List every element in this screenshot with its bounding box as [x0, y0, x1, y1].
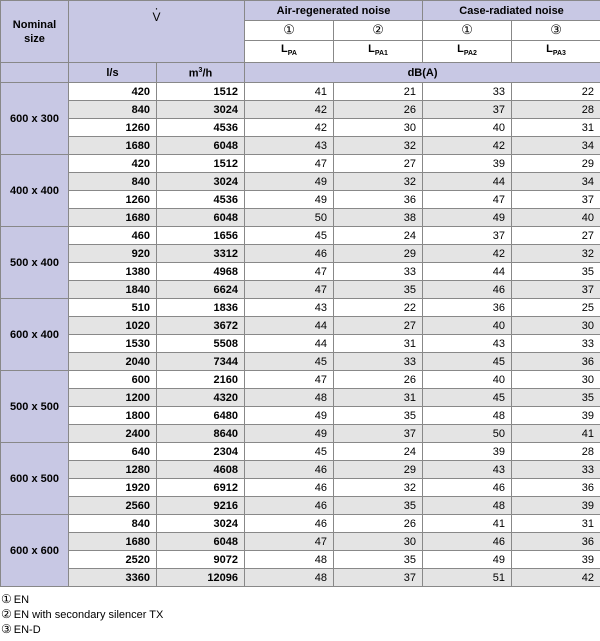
lpa1-cell: 31 [334, 389, 423, 407]
variant-marker-1: ① [245, 21, 334, 41]
table-row [1, 497, 600, 515]
flow-ls-cell: 510 [69, 299, 157, 317]
lpa2-cell: 48 [423, 497, 512, 515]
lpa1-cell: 37 [334, 569, 423, 587]
flow-m3h-cell: 6048 [157, 533, 245, 551]
lpa-cell: 47 [245, 371, 334, 389]
lpa-cell: 46 [245, 497, 334, 515]
lpa1-cell: 29 [334, 461, 423, 479]
flow-m3h-cell: 6624 [157, 281, 245, 299]
lpa3-cell: 31 [512, 119, 600, 137]
lpa2-cell: 50 [423, 425, 512, 443]
nominal-size-header: Nominal size [1, 1, 69, 63]
lpa2-cell: 42 [423, 245, 512, 263]
lpa3-cell: 36 [512, 533, 600, 551]
legend-marker: ② [1, 607, 12, 622]
lpa2-cell: 46 [423, 479, 512, 497]
flow-ls-cell: 640 [69, 443, 157, 461]
nominal-size-cell: 400 x 400 [1, 155, 69, 227]
flow-ls-cell: 1800 [69, 407, 157, 425]
nominal-size-cell: 600 x 300 [1, 83, 69, 155]
lpa-cell: 47 [245, 263, 334, 281]
flow-m3h-cell: 1656 [157, 227, 245, 245]
lpa3-cell: 35 [512, 389, 600, 407]
flow-m3h-cell: 4536 [157, 119, 245, 137]
legend-text: EN with secondary silencer TX [13, 609, 164, 622]
lpa3-cell: 39 [512, 407, 600, 425]
flow-m3h-cell: 4968 [157, 263, 245, 281]
flow-m3h-cell: 9072 [157, 551, 245, 569]
table-row [1, 299, 600, 317]
lpa2-cell: 40 [423, 317, 512, 335]
legend-marker: ③ [1, 622, 12, 637]
lpa1-cell: 22 [334, 299, 423, 317]
table-row [1, 407, 600, 425]
flow-ls-cell: 1920 [69, 479, 157, 497]
lpa1-cell: 33 [334, 353, 423, 371]
lpa3-cell: 42 [512, 569, 600, 587]
lpa2-cell: 42 [423, 137, 512, 155]
lpa-header: $L_{PA}$ [245, 41, 334, 63]
lpa1-header: $L_{PA1}$ [334, 41, 423, 63]
flow-ls-cell: 460 [69, 227, 157, 245]
lpa-cell: 44 [245, 317, 334, 335]
lpa2-cell: 46 [423, 281, 512, 299]
lpa1-cell: 32 [334, 137, 423, 155]
lpa2-cell: 39 [423, 443, 512, 461]
flow-ls-cell: 1260 [69, 191, 157, 209]
table-row [1, 227, 600, 245]
lpa-cell: 45 [245, 227, 334, 245]
lpa2-cell: 48 [423, 407, 512, 425]
flow-ls-cell: 1380 [69, 263, 157, 281]
table-row [1, 173, 600, 191]
table-row [1, 569, 600, 587]
flow-ls-cell: 1530 [69, 335, 157, 353]
table-row [1, 479, 600, 497]
table-row [1, 425, 600, 443]
flow-ls-cell: 920 [69, 245, 157, 263]
lpa1-cell: 27 [334, 317, 423, 335]
air-regenerated-noise-header: Air-regenerated noise [245, 1, 423, 21]
lpa1-cell: 21 [334, 83, 423, 101]
flow-ls-cell: 1680 [69, 533, 157, 551]
flow-m3h-cell: 6048 [157, 137, 245, 155]
table-row [1, 551, 600, 569]
table-row [1, 533, 600, 551]
lpa2-cell: 45 [423, 353, 512, 371]
flow-ls-cell: 2560 [69, 497, 157, 515]
flow-m3h-cell: 6048 [157, 209, 245, 227]
lpa2-cell: 39 [423, 155, 512, 173]
flow-ls-cell: 1200 [69, 389, 157, 407]
nominal-size-cell: 500 x 400 [1, 227, 69, 299]
lpa1-cell: 30 [334, 119, 423, 137]
lpa-cell: 42 [245, 101, 334, 119]
lpa2-cell: 40 [423, 371, 512, 389]
lpa-cell: 44 [245, 335, 334, 353]
lpa-cell: 49 [245, 173, 334, 191]
lpa3-cell: 37 [512, 281, 600, 299]
flow-m3h-cell: 9216 [157, 497, 245, 515]
flow-m3h-cell: 5508 [157, 335, 245, 353]
flow-m3h-cell: 1512 [157, 83, 245, 101]
lpa1-cell: 37 [334, 425, 423, 443]
flow-m3h-cell: 4608 [157, 461, 245, 479]
unit-m3h: $m^3/h$ [157, 63, 245, 83]
lpa3-cell: 30 [512, 317, 600, 335]
lpa3-cell: 39 [512, 497, 600, 515]
lpa1-cell: 38 [334, 209, 423, 227]
table-row [1, 371, 600, 389]
lpa1-cell: 26 [334, 101, 423, 119]
lpa-cell: 43 [245, 137, 334, 155]
flow-m3h-cell: 7344 [157, 353, 245, 371]
legend-item [1, 592, 600, 607]
lpa-cell: 49 [245, 425, 334, 443]
table-row [1, 83, 600, 101]
flow-m3h-cell: 3672 [157, 317, 245, 335]
lpa2-cell: 44 [423, 173, 512, 191]
legend-item [1, 607, 600, 622]
lpa-cell: 43 [245, 299, 334, 317]
lpa1-cell: 24 [334, 443, 423, 461]
lpa3-cell: 28 [512, 101, 600, 119]
lpa2-cell: 43 [423, 335, 512, 353]
flow-ls-cell: 2520 [69, 551, 157, 569]
lpa3-cell: 36 [512, 353, 600, 371]
lpa1-cell: 31 [334, 335, 423, 353]
flow-ls-cell: 2040 [69, 353, 157, 371]
lpa1-cell: 26 [334, 515, 423, 533]
nominal-size-cell: 600 x 500 [1, 443, 69, 515]
table-row [1, 461, 600, 479]
size-unit-blank [1, 63, 69, 83]
nominal-size-cell: 600 x 600 [1, 515, 69, 587]
flow-m3h-cell: 1836 [157, 299, 245, 317]
variant-marker-2: ② [334, 21, 423, 41]
lpa2-cell: 46 [423, 533, 512, 551]
legend-item [1, 622, 600, 637]
lpa-cell: 46 [245, 479, 334, 497]
unit-dba: dB(A) [245, 63, 600, 83]
flow-m3h-cell: 2304 [157, 443, 245, 461]
lpa3-cell: 31 [512, 515, 600, 533]
lpa-cell: 48 [245, 389, 334, 407]
lpa2-header: $L_{PA2}$ [423, 41, 512, 63]
flow-m3h-cell: 12096 [157, 569, 245, 587]
lpa3-cell: 40 [512, 209, 600, 227]
flow-ls-cell: 1280 [69, 461, 157, 479]
lpa3-cell: 33 [512, 335, 600, 353]
flow-ls-cell: 3360 [69, 569, 157, 587]
lpa3-cell: 25 [512, 299, 600, 317]
lpa1-cell: 35 [334, 551, 423, 569]
lpa1-cell: 29 [334, 245, 423, 263]
lpa3-cell: 30 [512, 371, 600, 389]
unit-ls: l/s [69, 63, 157, 83]
lpa2-cell: 37 [423, 101, 512, 119]
table-row [1, 245, 600, 263]
table-row [1, 101, 600, 119]
lpa1-cell: 32 [334, 479, 423, 497]
lpa3-cell: 34 [512, 137, 600, 155]
lpa3-cell: 39 [512, 551, 600, 569]
flow-m3h-cell: 3024 [157, 101, 245, 119]
table-row [1, 317, 600, 335]
lpa2-cell: 49 [423, 551, 512, 569]
legend-marker: ① [1, 592, 12, 607]
flow-m3h-cell: 1512 [157, 155, 245, 173]
lpa-cell: 46 [245, 461, 334, 479]
table-row [1, 155, 600, 173]
table-row [1, 335, 600, 353]
variant-marker-1b: ① [423, 21, 512, 41]
nominal-size-cell: 500 x 500 [1, 371, 69, 443]
table-row [1, 515, 600, 533]
lpa3-cell: 27 [512, 227, 600, 245]
lpa1-cell: 33 [334, 263, 423, 281]
flow-m3h-cell: 4536 [157, 191, 245, 209]
lpa1-cell: 35 [334, 497, 423, 515]
flow-m3h-cell: 6480 [157, 407, 245, 425]
table-row [1, 263, 600, 281]
flow-ls-cell: 840 [69, 173, 157, 191]
table-row [1, 281, 600, 299]
flow-m3h-cell: 4320 [157, 389, 245, 407]
legend [0, 592, 600, 637]
lpa-cell: 47 [245, 533, 334, 551]
flow-ls-cell: 840 [69, 101, 157, 119]
table-body [1, 83, 600, 587]
table-row [1, 209, 600, 227]
flow-m3h-cell: 6912 [157, 479, 245, 497]
variant-marker-3: ③ [512, 21, 600, 41]
lpa3-cell: 41 [512, 425, 600, 443]
flow-ls-cell: 600 [69, 371, 157, 389]
lpa2-cell: 33 [423, 83, 512, 101]
lpa-cell: 42 [245, 119, 334, 137]
lpa1-cell: 35 [334, 281, 423, 299]
lpa1-cell: 36 [334, 191, 423, 209]
table-row [1, 119, 600, 137]
legend-text: EN [13, 594, 30, 607]
lpa1-cell: 30 [334, 533, 423, 551]
lpa3-cell: 35 [512, 263, 600, 281]
lpa-cell: 47 [245, 281, 334, 299]
lpa-cell: 46 [245, 515, 334, 533]
legend-text: EN-D [13, 624, 41, 637]
flow-m3h-cell: 3024 [157, 173, 245, 191]
lpa-cell: 49 [245, 407, 334, 425]
flow-ls-cell: 1680 [69, 209, 157, 227]
lpa3-header: $L_{PA3}$ [512, 41, 600, 63]
lpa3-cell: 33 [512, 461, 600, 479]
flow-ls-cell: 1020 [69, 317, 157, 335]
lpa2-cell: 44 [423, 263, 512, 281]
lpa2-cell: 49 [423, 209, 512, 227]
lpa3-cell: 37 [512, 191, 600, 209]
lpa3-cell: 36 [512, 479, 600, 497]
lpa2-cell: 43 [423, 461, 512, 479]
lpa-cell: 49 [245, 191, 334, 209]
table-row [1, 443, 600, 461]
flow-ls-cell: 1680 [69, 137, 157, 155]
lpa2-cell: 51 [423, 569, 512, 587]
flow-m3h-cell: 3024 [157, 515, 245, 533]
flow-ls-cell: 2400 [69, 425, 157, 443]
flow-m3h-cell: 2160 [157, 371, 245, 389]
lpa2-cell: 45 [423, 389, 512, 407]
lpa1-cell: 32 [334, 173, 423, 191]
volume-flow-header [69, 1, 245, 63]
lpa-cell: 41 [245, 83, 334, 101]
lpa3-cell: 28 [512, 443, 600, 461]
lpa3-cell: 32 [512, 245, 600, 263]
lpa-cell: 48 [245, 551, 334, 569]
lpa2-cell: 36 [423, 299, 512, 317]
table-row [1, 191, 600, 209]
lpa-cell: 45 [245, 443, 334, 461]
lpa2-cell: 41 [423, 515, 512, 533]
table-row [1, 353, 600, 371]
flow-ls-cell: 840 [69, 515, 157, 533]
flow-m3h-cell: 8640 [157, 425, 245, 443]
flow-ls-cell: 1840 [69, 281, 157, 299]
table-row [1, 389, 600, 407]
lpa2-cell: 47 [423, 191, 512, 209]
lpa1-cell: 24 [334, 227, 423, 245]
lpa-cell: 45 [245, 353, 334, 371]
lpa1-cell: 26 [334, 371, 423, 389]
lpa2-cell: 40 [423, 119, 512, 137]
lpa-cell: 48 [245, 569, 334, 587]
lpa2-cell: 37 [423, 227, 512, 245]
flow-ls-cell: 420 [69, 83, 157, 101]
lpa3-cell: 22 [512, 83, 600, 101]
flow-m3h-cell: 3312 [157, 245, 245, 263]
volume-flow-symbol: · V [153, 9, 161, 25]
case-radiated-noise-header: Case-radiated noise [423, 1, 600, 21]
lpa-cell: 46 [245, 245, 334, 263]
lpa-cell: 50 [245, 209, 334, 227]
lpa1-cell: 35 [334, 407, 423, 425]
nominal-size-cell: 600 x 400 [1, 299, 69, 371]
lpa-cell: 47 [245, 155, 334, 173]
lpa1-cell: 27 [334, 155, 423, 173]
flow-ls-cell: 420 [69, 155, 157, 173]
flow-ls-cell: 1260 [69, 119, 157, 137]
table-row [1, 137, 600, 155]
lpa3-cell: 29 [512, 155, 600, 173]
lpa3-cell: 34 [512, 173, 600, 191]
